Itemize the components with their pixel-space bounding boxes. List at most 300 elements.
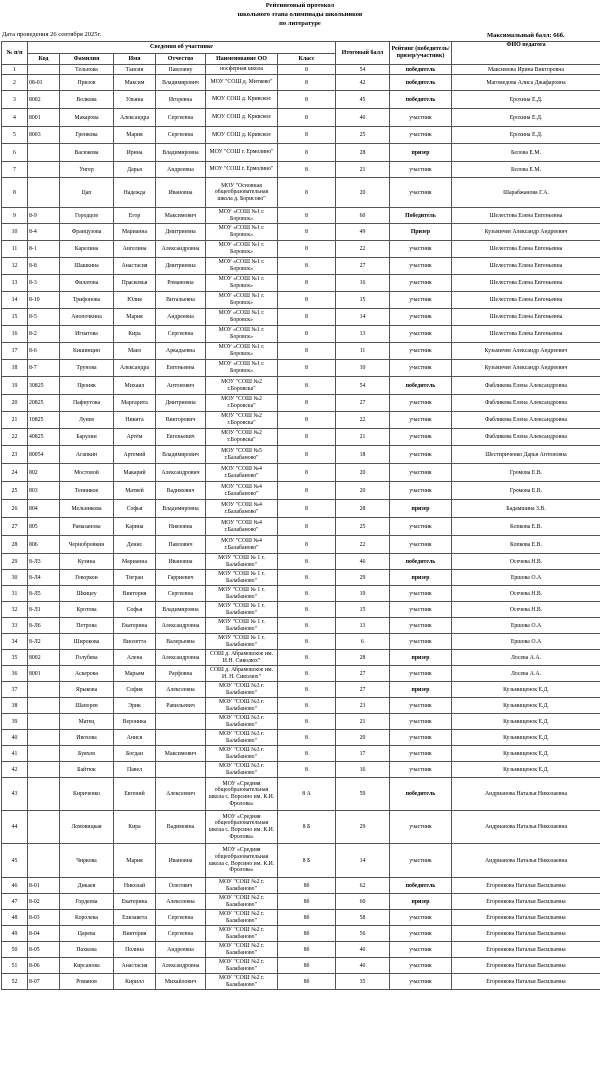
teacher-name: Громова Е.В. xyxy=(452,464,600,482)
participant-patronymic: Рауфовна xyxy=(156,666,206,682)
participant-code: 8-10 xyxy=(28,292,60,309)
final-score: 11 xyxy=(336,343,390,360)
participant-name: Дарья xyxy=(114,162,156,178)
participant-name: Ангелина xyxy=(114,241,156,258)
table-row xyxy=(2,894,600,910)
table-row xyxy=(2,208,600,224)
class-grade: 8 xyxy=(278,224,336,241)
participant-code: 806 xyxy=(28,536,60,554)
participant-name: Анастасия xyxy=(114,258,156,275)
table-row xyxy=(2,309,600,326)
table-row xyxy=(2,482,600,500)
final-score: 20 xyxy=(336,178,390,208)
organization-name: МОУ "СОШ № 1 г. Балабаново" xyxy=(206,586,278,602)
final-score: 28 xyxy=(336,650,390,666)
final-score: 21 xyxy=(336,429,390,446)
final-score: 21 xyxy=(336,162,390,178)
class-grade: 8 xyxy=(278,746,336,762)
participant-name: Вероника xyxy=(114,714,156,730)
teacher-name: Фабликова Елена Александровна xyxy=(452,395,600,412)
participant-patronymic: Ивановна xyxy=(156,844,206,878)
participant-name: Тигран xyxy=(114,570,156,586)
participant-code: 8003 xyxy=(28,127,60,144)
teacher-name: Магомедова Алиса Джафаровна xyxy=(452,75,600,91)
rating-status: призер xyxy=(390,894,452,910)
organization-name: МОУ "СОШ №2 г. Балабаново" xyxy=(206,974,278,990)
row-number: 23 xyxy=(2,446,28,464)
final-score: 29 xyxy=(336,811,390,844)
participant-name: Александра xyxy=(114,109,156,127)
row-number: 39 xyxy=(2,714,28,730)
final-score: 40 xyxy=(336,109,390,127)
class-grade: 8 xyxy=(278,75,336,91)
table-row xyxy=(2,224,600,241)
row-number: 46 xyxy=(2,878,28,894)
teacher-name: Кузьмищенок Е.Д. xyxy=(452,746,600,762)
participant-code: 8-Л2 xyxy=(28,634,60,650)
class-grade: 8 xyxy=(278,395,336,412)
participant-surname: Унгер xyxy=(60,162,114,178)
meta-row xyxy=(0,28,600,41)
organization-name: МОУ «СОШ №1 г. Боровск» xyxy=(206,343,278,360)
table-row xyxy=(2,974,600,990)
participant-patronymic: Павловну xyxy=(156,65,206,75)
row-number: 18 xyxy=(2,360,28,377)
row-number: 16 xyxy=(2,326,28,343)
rating-status: участник xyxy=(390,714,452,730)
class-grade: 8 xyxy=(278,178,336,208)
row-number: 38 xyxy=(2,698,28,714)
participant-surname: Тенников xyxy=(60,482,114,500)
table-row xyxy=(2,958,600,974)
teacher-name: Ершова О.А xyxy=(452,634,600,650)
participant-name: Елизавета xyxy=(114,910,156,926)
class-grade: 8 xyxy=(278,144,336,162)
participant-name: Софья xyxy=(114,602,156,618)
participant-patronymic: Сергеевна xyxy=(156,910,206,926)
participant-patronymic: Дмитриевна xyxy=(156,258,206,275)
participant-surname: Кириченко xyxy=(60,778,114,811)
participant-name: Виктория xyxy=(114,926,156,942)
participant-patronymic: Владимирович xyxy=(156,446,206,464)
class-grade: 8 xyxy=(278,241,336,258)
table-row xyxy=(2,343,600,360)
participant-code: 8-Л5 xyxy=(28,586,60,602)
teacher-name: Белова Е.М. xyxy=(452,144,600,162)
teacher-name: Фабликова Елена Александровна xyxy=(452,412,600,429)
final-score: 58 xyxy=(336,910,390,926)
organization-name: МОУ "СОШ г. Ермолино" xyxy=(206,144,278,162)
participant-name: София xyxy=(114,682,156,698)
header-patronymic: Отчество xyxy=(156,54,206,65)
participant-surname: Барулин xyxy=(60,429,114,446)
participant-patronymic: Вадимовна xyxy=(156,811,206,844)
rating-status: участник xyxy=(390,326,452,343)
participant-patronymic: Евгеньевна xyxy=(156,360,206,377)
row-number: 42 xyxy=(2,762,28,778)
participant-patronymic: Александрович xyxy=(156,464,206,482)
organization-name: МОУ «СОШ №1 г. Боровск» xyxy=(206,292,278,309)
final-score: 19 xyxy=(336,586,390,602)
participant-surname: Чернобровкин xyxy=(60,536,114,554)
participant-surname: Ивохова xyxy=(60,730,114,746)
table-row xyxy=(2,844,600,878)
teacher-name: Андрианова Наталья Николаевна xyxy=(452,844,600,878)
participant-code: 8-01 xyxy=(28,878,60,894)
participant-code: 8-02 xyxy=(28,894,60,910)
organization-name: МОУ "СОШ № 1 г. Балабаново" xyxy=(206,554,278,570)
organization-name: МОУ "СОШ № 1 г. Балабаново" xyxy=(206,602,278,618)
teacher-name: Кузьмищенок Е.Д. xyxy=(452,730,600,746)
class-grade: 8б xyxy=(278,894,336,910)
row-number: 48 xyxy=(2,910,28,926)
row-number: 41 xyxy=(2,746,28,762)
participant-name: Макарий xyxy=(114,464,156,482)
row-number: 2 xyxy=(2,75,28,91)
teacher-name: Фабликова Елена Александровна xyxy=(452,429,600,446)
participant-surname: Королева xyxy=(60,910,114,926)
table-row xyxy=(2,275,600,292)
class-grade: 8 xyxy=(278,518,336,536)
class-grade: 8 xyxy=(278,412,336,429)
table-row xyxy=(2,395,600,412)
organization-name: МОУ "СОШ №2 г. Балабаново" xyxy=(206,926,278,942)
participant-patronymic: Андреевна xyxy=(156,162,206,178)
participant-code: 8-9 xyxy=(28,208,60,224)
final-score: 22 xyxy=(336,412,390,429)
rating-status: участник xyxy=(390,942,452,958)
participant-name: Мария xyxy=(114,127,156,144)
rating-status: участник xyxy=(390,762,452,778)
participant-name: Ирина xyxy=(114,144,156,162)
rating-status: участник xyxy=(390,446,452,464)
row-number: 49 xyxy=(2,926,28,942)
class-grade: 8 Б xyxy=(278,811,336,844)
participant-code: 8-1 xyxy=(28,241,60,258)
final-score: 25 xyxy=(336,127,390,144)
class-grade: 8 xyxy=(278,500,336,518)
participant-surname: Макарова xyxy=(60,109,114,127)
participant-surname: Голубева xyxy=(60,650,114,666)
participant-code: 8-6 xyxy=(28,343,60,360)
teacher-name: Егоренкова Наталья Васильевна xyxy=(452,926,600,942)
header-class: Класс xyxy=(278,54,336,65)
rating-status: участник xyxy=(390,586,452,602)
organization-name: МОУ "СОШ №2 г.Боровска" xyxy=(206,395,278,412)
table-row xyxy=(2,634,600,650)
participant-code: 802 xyxy=(28,464,60,482)
rating-table xyxy=(1,41,600,990)
rating-status: Победитель xyxy=(390,208,452,224)
final-score: 59 xyxy=(336,778,390,811)
participant-code: 8-03 xyxy=(28,910,60,926)
row-number: 22 xyxy=(2,429,28,446)
participant-surname: Романов xyxy=(60,974,114,990)
participant-name: Марианна xyxy=(114,554,156,570)
table-row xyxy=(2,446,600,464)
organization-name: МОУ «Средняя общеобразовательная школа с. Ворсино им. К.И. Фролова» xyxy=(206,811,278,844)
final-score: 20 xyxy=(336,464,390,482)
participant-code: 805 xyxy=(28,518,60,536)
participant-surname: Мостовой xyxy=(60,464,114,482)
participant-code: 80054 xyxy=(28,446,60,464)
organization-name: МОУ "СОШ №3 г. Балабаново" xyxy=(206,698,278,714)
final-score: 40 xyxy=(336,958,390,974)
organization-name: МОУ "СОШ №2 г. Балабаново" xyxy=(206,958,278,974)
participant-surname: Мельникова xyxy=(60,500,114,518)
participant-code: 8002 xyxy=(28,91,60,109)
header-score: Итоговый балл xyxy=(336,42,390,65)
organization-name: МОУ «СОШ №1 г. Боровск» xyxy=(206,275,278,292)
table-row xyxy=(2,570,600,586)
participant-patronymic: Сергеевна xyxy=(156,326,206,343)
table-row xyxy=(2,811,600,844)
table-row xyxy=(2,75,600,91)
teacher-name: Белова Е.М. xyxy=(452,162,600,178)
participant-code: 8001 xyxy=(28,666,60,682)
organization-name: МОУ «СОШ №1 г. Боровск» xyxy=(206,208,278,224)
organization-name: МОУ СОШ д. Кривское xyxy=(206,109,278,127)
row-number: 7 xyxy=(2,162,28,178)
final-score: 27 xyxy=(336,682,390,698)
participant-surname: Шапорев xyxy=(60,698,114,714)
participant-patronymic: Дмитриевна xyxy=(156,224,206,241)
participant-code: 8-07 xyxy=(28,974,60,990)
row-number: 47 xyxy=(2,894,28,910)
participant-code xyxy=(28,746,60,762)
rating-status: победитель xyxy=(390,91,452,109)
participant-surname: Гренкова xyxy=(60,127,114,144)
rating-status: призер xyxy=(390,144,452,162)
class-grade: 8 xyxy=(278,730,336,746)
participant-surname: Городцов xyxy=(60,208,114,224)
participant-name: Маргарита xyxy=(114,395,156,412)
class-grade: 8 xyxy=(278,109,336,127)
teacher-name: Шестириченко Дарья Антоновна xyxy=(452,446,600,464)
class-grade: 8 xyxy=(278,602,336,618)
participant-surname: Тельнова xyxy=(60,65,114,75)
table-row xyxy=(2,127,600,144)
final-score: 62 xyxy=(336,878,390,894)
participant-name: Денис xyxy=(114,536,156,554)
participant-code: 30825 xyxy=(28,377,60,395)
header-code: Код xyxy=(28,54,60,65)
row-number: 31 xyxy=(2,586,28,602)
class-grade: 8 xyxy=(278,464,336,482)
header-name: Имя xyxy=(114,54,156,65)
class-grade: 8 xyxy=(278,275,336,292)
class-grade: 8 xyxy=(278,618,336,634)
rating-status: участник xyxy=(390,844,452,878)
table-row xyxy=(2,178,600,208)
row-number: 32 xyxy=(2,602,28,618)
participant-patronymic: Алексеевич xyxy=(156,778,206,811)
row-number: 52 xyxy=(2,974,28,990)
header-participant-info: Сведения об участнике xyxy=(28,42,336,54)
class-grade: 8б xyxy=(278,974,336,990)
header-teacher: ФИО педагога xyxy=(452,42,600,65)
participant-name: Мария xyxy=(114,844,156,878)
participant-code xyxy=(28,778,60,811)
participant-name: Михаил xyxy=(114,377,156,395)
header-org: Наименование ОО xyxy=(206,54,278,65)
table-row xyxy=(2,666,600,682)
participant-name: Марианна xyxy=(114,224,156,241)
document-title xyxy=(0,1,600,28)
row-number: 24 xyxy=(2,464,28,482)
teacher-name: Копкова Е.В. xyxy=(452,536,600,554)
class-grade: 8 xyxy=(278,762,336,778)
organization-name: МОУ "СОШ №4 г.Балабаново" xyxy=(206,536,278,554)
participant-patronymic: Евгеньевич xyxy=(156,429,206,446)
class-grade: 8 Б xyxy=(278,844,336,878)
row-number: 21 xyxy=(2,412,28,429)
row-number: 45 xyxy=(2,844,28,878)
organization-name: МОУ «Средняя общеобразовательная школа с. Ворсино им. К.И. Фролова» xyxy=(206,778,278,811)
table-row xyxy=(2,258,600,275)
final-score: 28 xyxy=(336,500,390,518)
header-rating: Рейтинг (победитель/призер/участник) xyxy=(390,42,452,65)
participant-patronymic: Владимировна xyxy=(156,144,206,162)
participant-surname: Цап xyxy=(60,178,114,208)
participant-name: Эрик xyxy=(114,698,156,714)
row-number: 5 xyxy=(2,127,28,144)
row-number: 29 xyxy=(2,554,28,570)
final-score: 20 xyxy=(336,482,390,500)
participant-name: Полина xyxy=(114,942,156,958)
participant-name: Анися xyxy=(114,730,156,746)
participant-name: Егор xyxy=(114,208,156,224)
final-score: 54 xyxy=(336,65,390,75)
teacher-name: Кузьмищенок Е.Д. xyxy=(452,698,600,714)
organization-name: МОУ «СОШ №1 г. Боровск» xyxy=(206,241,278,258)
participant-surname: Трунова xyxy=(60,360,114,377)
header-num: № п/п xyxy=(2,42,28,65)
class-grade: 8 xyxy=(278,91,336,109)
participant-code: 8-7 xyxy=(28,360,60,377)
participant-code xyxy=(28,144,60,162)
organization-name: МОУ "СОШ №3 г. Балабаново" xyxy=(206,714,278,730)
participant-surname: Пахкова xyxy=(60,942,114,958)
final-score: 27 xyxy=(336,666,390,682)
participant-patronymic: Владимировна xyxy=(156,602,206,618)
table-row xyxy=(2,377,600,395)
rating-status: участник xyxy=(390,464,452,482)
table-row xyxy=(2,650,600,666)
title-line-3: по литературе xyxy=(0,19,600,28)
final-score: 13 xyxy=(336,326,390,343)
rating-status: участник xyxy=(390,482,452,500)
participant-code xyxy=(28,682,60,698)
teacher-name: Егоренкова Наталья Васильевна xyxy=(452,894,600,910)
participant-surname: Филатова xyxy=(60,275,114,292)
organization-name: СОШ д. Абрамовское им. И.Н. Сиволюх" xyxy=(206,650,278,666)
participant-surname: Чиркова xyxy=(60,844,114,878)
participant-surname: Царева xyxy=(60,926,114,942)
participant-code: 8002 xyxy=(28,650,60,666)
participant-name: Мария xyxy=(114,309,156,326)
row-number: 30 xyxy=(2,570,28,586)
organization-name: МОУ "СОШ №4 г.Балабаново" xyxy=(206,518,278,536)
organization-name: МОУ "СОШ № 1 г. Балабаново" xyxy=(206,570,278,586)
table-row xyxy=(2,360,600,377)
table-row xyxy=(2,714,600,730)
participant-patronymic: Владимирович xyxy=(156,75,206,91)
row-number: 33 xyxy=(2,618,28,634)
rating-status: участник xyxy=(390,109,452,127)
organization-name: носферная школа xyxy=(206,65,278,75)
participant-surname: Геворкон xyxy=(60,570,114,586)
class-grade: 8 xyxy=(278,208,336,224)
table-row xyxy=(2,618,600,634)
participant-patronymic: Равильевич xyxy=(156,698,206,714)
max-score-text: Максимальный балл: 66б. xyxy=(487,32,565,39)
final-score: 6 xyxy=(336,634,390,650)
rating-status: победитель xyxy=(390,778,452,811)
participant-patronymic: Антонович xyxy=(156,377,206,395)
participant-code xyxy=(28,730,60,746)
participant-code: 20825 xyxy=(28,395,60,412)
table-row xyxy=(2,926,600,942)
rating-status: победитель xyxy=(390,75,452,91)
table-row xyxy=(2,762,600,778)
title-line-2: школьного этапа олимпиады школьников xyxy=(0,10,600,19)
row-number: 51 xyxy=(2,958,28,974)
final-score: 13 xyxy=(336,618,390,634)
teacher-name: Егоренкова Наталья Васильевна xyxy=(452,910,600,926)
class-grade: 8 xyxy=(278,429,336,446)
final-score: 14 xyxy=(336,844,390,878)
organization-name: МОУ "СОШ № 1 г. Балабаново" xyxy=(206,618,278,634)
participant-name: Таисия xyxy=(114,65,156,75)
table-row xyxy=(2,326,600,343)
participant-code xyxy=(28,65,60,75)
teacher-name: Кузьмичев Александр Андреевич xyxy=(452,343,600,360)
class-grade: 8 xyxy=(278,292,336,309)
teacher-name: Осечева Н.В. xyxy=(452,602,600,618)
participant-name: Кира xyxy=(114,326,156,343)
teacher-name: Кузьмищенок Е.Д. xyxy=(452,762,600,778)
final-score: 28 xyxy=(336,144,390,162)
teacher-name: Кузьмищенок Е.Д. xyxy=(452,714,600,730)
participant-name: Артём xyxy=(114,429,156,446)
participant-name: Никита xyxy=(114,412,156,429)
table-row xyxy=(2,878,600,894)
participant-name: Юлия xyxy=(114,292,156,309)
final-score: 20 xyxy=(336,730,390,746)
final-score: 16 xyxy=(336,762,390,778)
rating-status: участник xyxy=(390,178,452,208)
participant-surname: Кишинцин xyxy=(60,343,114,360)
participant-patronymic: Аркадьевна xyxy=(156,343,206,360)
final-score: 15 xyxy=(336,292,390,309)
organization-name: МОУ "СОШ г. Ермолино" xyxy=(206,162,278,178)
rating-status: участник xyxy=(390,127,452,144)
participant-patronymic: Александровна xyxy=(156,618,206,634)
rating-status: победитель xyxy=(390,377,452,395)
rating-status: участник xyxy=(390,618,452,634)
table-row xyxy=(2,942,600,958)
final-score: 35 xyxy=(336,974,390,990)
table-row xyxy=(2,698,600,714)
teacher-name: Андрианова Наталья Николаевна xyxy=(452,811,600,844)
participant-surname: Волкова xyxy=(60,91,114,109)
class-grade: 8б xyxy=(278,942,336,958)
participant-patronymic: Андреевна xyxy=(156,309,206,326)
final-score: 18 xyxy=(336,446,390,464)
table-row xyxy=(2,778,600,811)
teacher-name: Осечева Н.В. xyxy=(452,554,600,570)
